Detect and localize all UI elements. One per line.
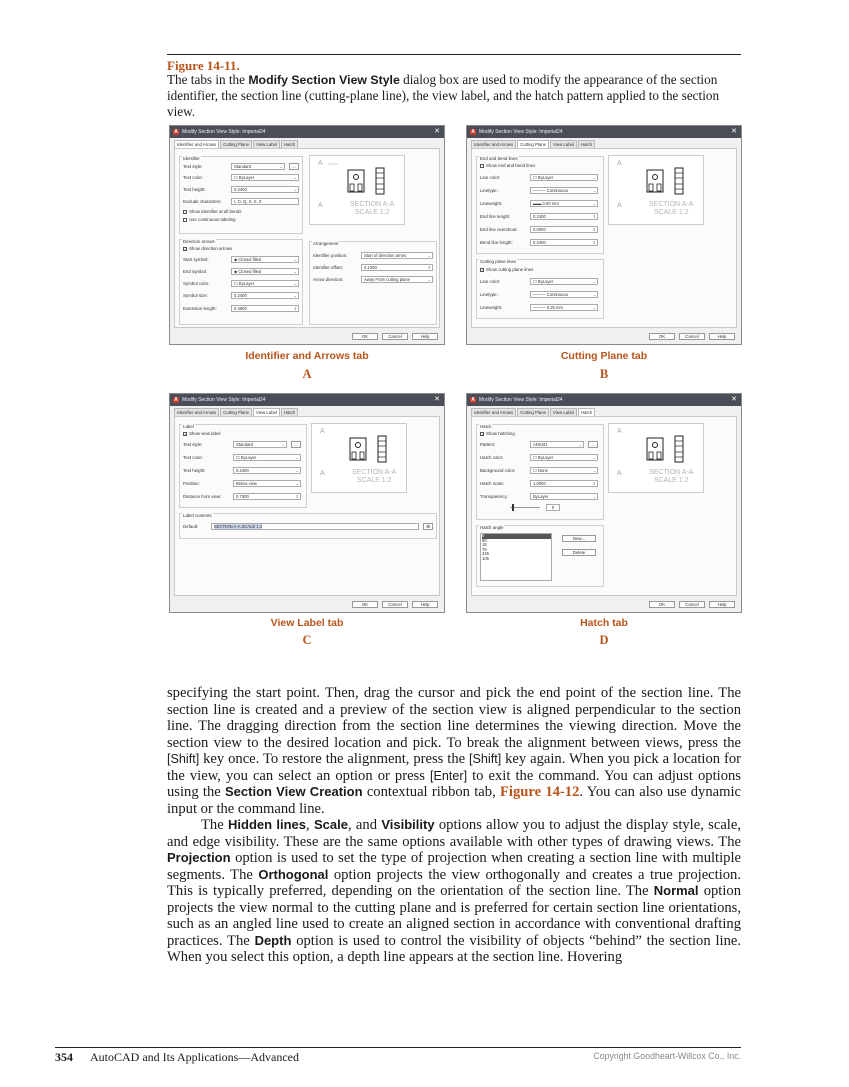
tab-identifier-arrows[interactable]: Identifier and Arrows	[174, 408, 219, 416]
dialog-body	[174, 148, 440, 328]
transparency-value-field[interactable]: 0	[546, 504, 560, 511]
field-label: End symbol:	[183, 269, 208, 274]
field-label: Transparency:	[480, 494, 508, 499]
field-label: Extension length:	[183, 306, 217, 311]
group-label: End and bend lines	[480, 156, 518, 161]
checkbox-show-direction-arrows[interactable]: ✓ Show direction arrows	[184, 246, 233, 252]
preview-section-label: SECTION A-A SCALE 1:2	[649, 469, 694, 484]
text-height-field[interactable]: 0.2400 ⌄	[231, 186, 299, 193]
text-run: option projects the view orthogonally and creates a true projection. This is typically preferred, depending on the orientation of the section line. The	[167, 866, 741, 899]
preview-letter-top: A	[320, 428, 325, 435]
text-run: contextual ribbon tab,	[362, 784, 500, 800]
label-letter-c: C	[302, 633, 312, 647]
field-label: Text height:	[183, 187, 206, 192]
tab-cutting-plane[interactable]: Cutting Plane	[220, 140, 252, 148]
dialog-title: Modify Section View Style: Imperial24	[467, 126, 741, 138]
autocad-logo-icon: A	[471, 129, 475, 135]
label-letter-d: D	[599, 633, 609, 647]
tab-cutting-plane[interactable]: Cutting Plane	[220, 408, 252, 416]
paragraph-2	[167, 817, 741, 966]
cutting-line-color-select[interactable]: ☐ ByLayer ⌄	[530, 278, 598, 285]
body-text	[167, 685, 741, 966]
text-run: ,	[305, 817, 314, 833]
label-tab-c: View Label tab	[270, 617, 344, 629]
dialog-body	[174, 416, 440, 596]
dialog-title: Modify Section View Style: Imperial24	[170, 394, 444, 406]
hatch-pattern-select[interactable]: ANSI31 ⌄	[530, 441, 584, 448]
text-style-select[interactable]: Standard ⌄	[231, 163, 285, 170]
style-preview	[311, 423, 407, 493]
preview-drawing-icon	[326, 158, 406, 202]
tab-identifier-arrows[interactable]: Identifier and Arrows	[471, 408, 516, 416]
field-label: Text color:	[183, 455, 204, 460]
text-run: option is used to control the visibility of objects “behind” the section line. When you select this option, a depth line appears at the section line. Hovering	[167, 932, 741, 965]
field-label: Identifier position:	[313, 253, 348, 258]
tab-hatch[interactable]: Hatch	[578, 408, 595, 417]
tab-view-label[interactable]: View Label	[253, 408, 280, 417]
figure-reference: Figure 14-12	[500, 784, 580, 800]
edit-label-button[interactable]: ⊞	[423, 523, 433, 530]
label-letter-b: B	[599, 367, 609, 381]
group-label: Hatch angle	[480, 525, 504, 530]
field-label: Linetype:	[480, 188, 498, 193]
bottom-rule	[55, 1047, 741, 1048]
cutting-lineweight-select[interactable]: ——— 0.25 mm ⌄	[530, 304, 598, 311]
text-color-select[interactable]: ☐ ByLayer ⌄	[231, 174, 299, 181]
list-item[interactable]: 90	[482, 537, 487, 543]
dialog-identifier-arrows	[169, 125, 445, 345]
field-label: Linetype:	[480, 292, 498, 297]
bend-line-length-field[interactable]: 0.2400 ⇕	[530, 239, 598, 246]
group-label: Hatch	[480, 424, 492, 429]
tab-view-label[interactable]: View Label	[550, 140, 577, 148]
help-button[interactable]: Help	[709, 333, 735, 340]
label-tab-a: Identifier and Arrows tab	[245, 350, 369, 362]
dialog-body	[471, 416, 737, 596]
option-name: Scale	[313, 817, 348, 832]
preview-letter-top: A	[318, 160, 323, 167]
extension-length-field[interactable]: 0.4800 ⇕	[231, 305, 299, 312]
preview-section-label: SECTION A-A SCALE 1:2	[649, 201, 694, 216]
list-item[interactable]: 75	[482, 546, 487, 552]
text-run: , and	[347, 817, 382, 833]
identifier-position-select[interactable]: Start of direction arrow ⌄	[361, 252, 433, 259]
tab-bar	[174, 140, 299, 148]
ok-button[interactable]: OK	[649, 333, 675, 340]
cancel-button[interactable]: Cancel	[679, 333, 705, 340]
hatch-color-select[interactable]: ☐ ByLayer ⌄	[530, 454, 598, 461]
key-name: [Enter]	[429, 768, 468, 783]
browse-button[interactable]: ...	[289, 163, 299, 170]
field-label: Background color:	[480, 468, 516, 473]
identifier-offset-field[interactable]: 0.1000 ⇕	[361, 264, 433, 271]
end-linetype-select[interactable]: ——— Continuous ⌄	[530, 187, 598, 194]
field-label: Line color:	[480, 175, 501, 180]
dialog-cutting-plane	[466, 125, 742, 345]
style-preview	[608, 155, 704, 225]
field-label: Exclude characters:	[183, 199, 222, 204]
label-text-height-field[interactable]: 0.2400 ⌄	[233, 467, 301, 474]
cancel-button[interactable]: Cancel	[382, 601, 408, 608]
tab-cutting-plane[interactable]: Cutting Plane	[517, 408, 549, 416]
field-label: Symbol size:	[183, 293, 208, 298]
label-contents-field[interactable]: SECTION A-A SCALE 1:2	[211, 523, 419, 530]
help-button[interactable]: Help	[412, 333, 438, 340]
tab-bar	[174, 408, 299, 416]
exclude-characters-field[interactable]: I, O, Q, S, X, Z	[231, 198, 299, 205]
end-line-color-select[interactable]: ☐ ByLayer ⌄	[530, 174, 598, 181]
close-icon[interactable]: ✕	[434, 396, 440, 403]
close-icon[interactable]: ✕	[731, 128, 737, 135]
checkbox-show-cutting-plane-lines[interactable]: ✓ Show cutting plane lines	[481, 267, 534, 273]
list-item[interactable]: 0	[482, 534, 551, 539]
tab-bar	[471, 408, 596, 416]
tab-view-label[interactable]: View Label	[550, 408, 577, 416]
dialog-buttons	[649, 333, 735, 340]
text-run: to exit the command. You can adjust options using the	[167, 767, 741, 800]
hatch-scale-field[interactable]: 1.0000 ⇕	[530, 480, 598, 487]
cancel-button[interactable]: Cancel	[382, 333, 408, 340]
autocad-logo-icon: A	[174, 129, 178, 135]
end-line-overshoot-field[interactable]: 0.0000 ⇕	[530, 226, 598, 233]
option-name: Normal	[653, 883, 699, 898]
tab-hatch[interactable]: Hatch	[281, 408, 298, 416]
page-number: 354	[55, 1050, 73, 1064]
browse-button[interactable]: ...	[291, 441, 301, 448]
label-tab-b: Cutting Plane tab	[560, 350, 648, 362]
close-icon[interactable]: ✕	[731, 396, 737, 403]
top-rule	[167, 54, 741, 55]
ok-button[interactable]: OK	[352, 333, 378, 340]
checkbox-show-view-label[interactable]: ✓ Show view label	[184, 431, 221, 437]
cutting-linetype-select[interactable]: ——— Continuous ⌄	[530, 291, 598, 298]
browse-button[interactable]: ...	[588, 441, 598, 448]
field-label: Hatch color:	[480, 455, 504, 460]
symbol-size-field[interactable]: 0.2400 ⌄	[231, 292, 299, 299]
option-name: Hidden lines	[228, 817, 306, 832]
style-preview	[608, 423, 704, 493]
background-color-select[interactable]: ☐ None ⌄	[530, 467, 598, 474]
end-lineweight-select[interactable]: ▬▬ 0.50 mm ⌄	[530, 200, 598, 207]
text-run: The	[201, 817, 229, 833]
text-run: key once. To restore the alignment, press the	[199, 751, 470, 767]
preview-drawing-icon	[328, 426, 408, 470]
end-line-length-field[interactable]: 0.2400 ⇕	[530, 213, 598, 220]
help-button[interactable]: Help	[709, 601, 735, 608]
tab-identifier-arrows[interactable]: Identifier and Arrows	[174, 140, 219, 149]
tab-view-label[interactable]: View Label	[253, 140, 280, 148]
tab-identifier-arrows[interactable]: Identifier and Arrows	[471, 140, 516, 148]
checkbox-show-hatching[interactable]: ✓ Show hatching	[481, 431, 515, 437]
field-label: Text style:	[183, 164, 203, 169]
caption-dialog-name: Modify Section View Style	[248, 73, 400, 87]
label-position-select[interactable]: Below view ⌄	[233, 480, 301, 487]
style-preview	[309, 155, 405, 225]
label-text-style-select[interactable]: Standard ⌄	[233, 441, 287, 448]
key-name: [Shift]	[167, 752, 200, 766]
preview-letter-top: A	[617, 160, 622, 167]
preview-letter-bottom: A	[617, 470, 622, 477]
field-label: Pattern:	[480, 442, 496, 447]
list-item[interactable]: 345	[482, 551, 489, 557]
arrow-direction-select[interactable]: Away From cutting plane ⌄	[361, 276, 433, 283]
dialog-title: Modify Section View Style: Imperial24	[467, 394, 741, 406]
copyright: Copyright Goodheart-Willcox Co., Inc.	[593, 1051, 741, 1061]
transparency-select[interactable]: ByLayer ⌄	[530, 493, 598, 500]
book-title: AutoCAD and Its Applications—Advanced	[90, 1050, 299, 1064]
help-button[interactable]: Help	[412, 601, 438, 608]
end-symbol-select[interactable]: ◆ Closed filled ⌄	[231, 268, 299, 275]
dialog-view-label	[169, 393, 445, 613]
preview-letter-top: A	[617, 428, 622, 435]
option-name: Projection	[167, 850, 231, 865]
dialog-hatch	[466, 393, 742, 613]
text-run: key again. When you pick a location for the view, you can select an option or press	[167, 751, 741, 784]
tab-bar	[471, 140, 596, 148]
cancel-button[interactable]: Cancel	[679, 601, 705, 608]
close-icon[interactable]: ✕	[434, 128, 440, 135]
group-label-text: Label	[183, 424, 194, 429]
group-label: Cutting plane lines	[480, 259, 517, 264]
tab-cutting-plane[interactable]: Cutting Plane	[517, 140, 549, 149]
option-name: Section View Creation	[225, 784, 363, 799]
preview-section-label: SECTION A-A SCALE 1:2	[350, 201, 395, 216]
preview-drawing-icon	[625, 426, 705, 470]
field-label: Position:	[183, 481, 200, 486]
text-run: specifying the start point. Then, drag the cursor and pick the end point of the section line. The section line is created and a preview of the section view is aligned perpendicular to the section line. The dragging direction from the section line determines the viewing direction. Move the section view to the desired location and pick. To break the alignment between views, press the	[167, 685, 741, 751]
dialog-buttons	[649, 601, 735, 608]
field-label: Bend line length:	[480, 240, 513, 245]
option-name: Visibility	[381, 817, 435, 832]
dialog-title: Modify Section View Style: Imperial24	[170, 126, 444, 138]
key-name: [Shift]	[469, 752, 502, 766]
field-label: End line length:	[480, 214, 511, 219]
autocad-logo-icon: A	[471, 397, 475, 403]
option-name: Depth	[254, 932, 292, 948]
field-label: Identifier offset:	[313, 265, 343, 270]
preview-section-label: SECTION A-A SCALE 1:2	[352, 469, 397, 484]
field-label: Lineweight:	[480, 305, 503, 310]
field-label: Text height:	[183, 468, 206, 473]
text-run: option is used to set the type of projection when creating a section line with multiple segments. The	[167, 850, 741, 883]
tab-hatch[interactable]: Hatch	[578, 140, 595, 148]
label-tab-d: Hatch tab	[580, 617, 628, 629]
ok-button[interactable]: OK	[352, 601, 378, 608]
checkbox-show-identifier-bends[interactable]: Show identifier at all bends	[183, 209, 241, 214]
field-label: Text color:	[183, 175, 204, 180]
option-name: Orthogonal	[258, 866, 329, 882]
group-label: Arrangement	[313, 241, 339, 246]
transparency-slider-track[interactable]	[510, 507, 540, 508]
field-label: Text style:	[183, 442, 203, 447]
text-run: option projects the view normal to the cutting plane and is preferred for certain section line orientations, such as an angled line used to create an aligned section in accordance with conventional drafting practices. The	[167, 883, 741, 949]
text-run: . You can also use dynamic input or the command line.	[167, 784, 741, 817]
ok-button[interactable]: OK	[649, 601, 675, 608]
dialog-buttons	[352, 601, 438, 608]
label-letter-a: A	[302, 367, 312, 381]
text-run: options allow you to adjust the display style, scale, and edge visibility. These are the same options available with other types of drawing views. The	[167, 817, 741, 850]
checkbox-show-end-bend-lines[interactable]: Show end and bend lines	[480, 163, 535, 168]
field-label: Line color:	[480, 279, 501, 284]
label-text-color-select[interactable]: ☐ ByLayer ⌄	[233, 454, 301, 461]
figure-caption: The tabs in the Modify Section View Style dialog box are used to modify the appearance of the section identifier, the section line (cutting-plane line), the view label, and the hatch pattern applied to the section view.	[167, 72, 720, 119]
figure-number: Figure 14-11.	[167, 58, 240, 73]
autocad-logo-icon: A	[174, 397, 178, 403]
transparency-slider-handle[interactable]	[512, 504, 514, 511]
group-label-text: Label contents	[183, 513, 212, 518]
field-label: Lineweight:	[480, 201, 503, 206]
list-item[interactable]: 15	[482, 542, 487, 548]
field-label: Arrow direction:	[313, 277, 344, 282]
hatch-angle-list[interactable]	[480, 533, 552, 581]
field-label: Hatch scale:	[480, 481, 505, 486]
paragraph-1	[167, 685, 741, 817]
preview-drawing-icon	[625, 158, 705, 202]
field-label: Distance from view:	[183, 494, 222, 499]
checkbox-continuous-labeling[interactable]: Use continuous labeling	[183, 217, 236, 222]
field-label: Start symbol:	[183, 257, 209, 262]
field-label: Default:	[183, 524, 199, 529]
preview-letter-bottom: A	[617, 202, 622, 209]
list-item[interactable]: 105	[482, 555, 489, 561]
symbol-color-select[interactable]: ☐ ByLayer ⌄	[231, 280, 299, 287]
group-label: Direction arrows	[183, 239, 215, 244]
start-symbol-select[interactable]: ◆ Closed filled ⌄	[231, 256, 299, 263]
dialog-buttons	[352, 333, 438, 340]
field-label: Symbol color:	[183, 281, 210, 286]
tab-hatch[interactable]: Hatch	[281, 140, 298, 148]
preview-letter-bottom: A	[320, 470, 325, 477]
preview-letter-bottom: A	[318, 202, 323, 209]
delete-angle-button[interactable]: Delete	[562, 549, 596, 556]
dialog-body	[471, 148, 737, 328]
group-label: Identifier	[183, 156, 200, 161]
field-label: End line overshoot:	[480, 227, 518, 232]
new-angle-button[interactable]: New...	[562, 535, 596, 542]
distance-from-view-field[interactable]: 0.7500 ⇕	[233, 493, 301, 500]
